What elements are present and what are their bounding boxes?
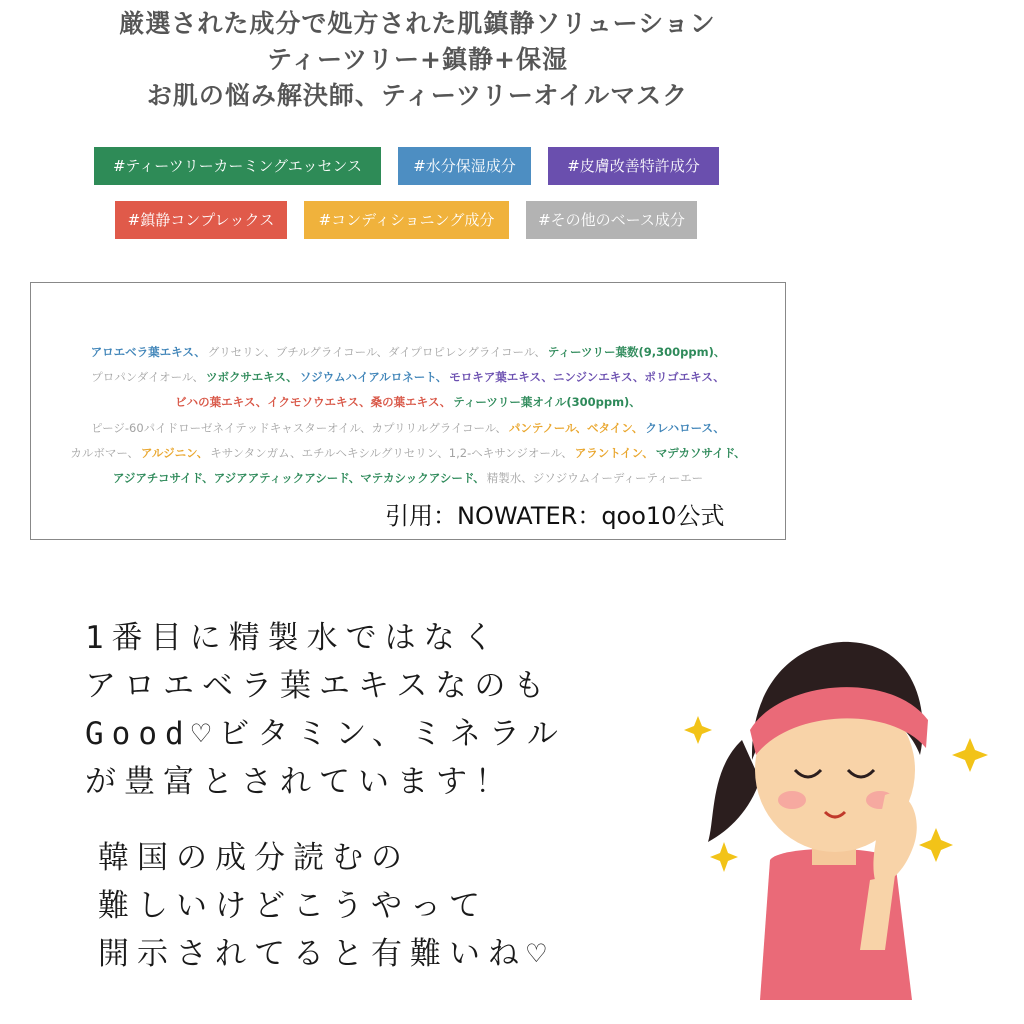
ingredient-tea-tree-oil: ティーツリー葉オイル(300ppm)、 [453,395,641,409]
ingredient-patent-group: モロキア葉エキス、ニンジンエキス、ポリゴエキス、 [449,370,725,384]
ingredients-line-4 [31,420,785,436]
ingredients-line-5 [31,445,785,461]
sparkle-icon [684,716,712,744]
tag-tea-tree-calming-essence: #ティーツリーカーミングエッセンス [94,147,381,185]
tag-other-base-ingredients: #その他のベース成分 [526,201,697,239]
note-line-3: Good♡ビタミン、ミネラル [85,716,566,752]
tag-conditioning-ingredients: #コンディショニング成分 [304,201,509,239]
ingredient-asiaticoside-group: アジアチコサイド、アジアアティックアシード、マテカシックアシード、 [112,471,485,485]
headline-line-1: 厳選された成分で処方された肌鎮静ソリューション [119,9,716,38]
ingredient-peg60: ピージ-60パイドローゼネイテッドキャスターオイル、カプリリルグライコール、 [91,421,507,435]
tag-moisture-ingredients: #水分保湿成分 [398,147,531,185]
tag-skin-improvement-patent: #皮膚改善特許成分 [548,147,719,185]
sparkle-icon [919,828,953,862]
ingredient-hyaluronate: ソジウムハイアルロネート、 [299,370,448,384]
ingredient-water-edta: 精製水、ジソジウムイーディーティーエー [486,471,704,485]
ingredient-propanediol: プロパンダイオール、 [91,370,205,384]
ingredients-line-6 [31,470,785,486]
ingredient-base-group: グリセリン、ブチルグライコール、ダイプロピレングライコール、 [207,345,546,359]
ingredient-madecassoside: マデカソサイド、 [655,446,746,460]
ingredient-allantoin: アラントイン、 [574,446,654,460]
ingredient-calming-group: ビハの葉エキス、イクモソウエキス、桑の葉エキス、 [175,395,452,409]
note-line-5: 韓国の成分読むの [98,840,410,876]
note-line-2: アロエベラ葉エキスなのも [85,668,553,704]
ingredient-carbomer: カルボマー、 [70,446,139,460]
headline-line-3: お肌の悩み解決師、ティーツリーオイルマスク [146,81,689,110]
ingredients-line-2 [31,369,785,385]
woman-illustration [680,620,1010,1010]
tag-calming-complex: #鎮静コンプレックス [115,201,287,239]
ingredient-aloe: アロエベラ葉エキス、 [90,345,206,359]
ingredient-centella: ツボクサエキス、 [206,370,298,384]
citation-text: 引用：NOWATER：qoo10公式 [385,502,725,530]
note-line-6: 難しいけどこうやって [98,888,488,924]
sparkle-icon [952,738,988,772]
note-line-4: が豊富とされています！ [85,764,514,800]
ingredients-line-1 [31,344,785,360]
ingredient-tea-tree-leaf: ティーツリー葉数(9,300ppm)、 [547,345,726,359]
headline-line-2: ティーツリー+鎮静+保湿 [267,45,568,74]
ingredient-trehalose: クレハロース、 [645,421,725,435]
ingredients-line-3 [31,394,785,410]
ingredient-arginine: アルジニン、 [140,446,209,460]
ingredient-xanthan-group: キサンタンガム、エチルヘキシルグリセリン、1,2-ヘキサンジオール、 [210,446,573,460]
note-line-1: 1番目に精製水ではなく [85,620,502,656]
ingredient-panthenol-betaine: パンテノール、ベタイン、 [508,421,644,435]
sparkle-icon [710,842,738,872]
note-line-7: 開示されてると有難いね♡ [98,936,554,972]
